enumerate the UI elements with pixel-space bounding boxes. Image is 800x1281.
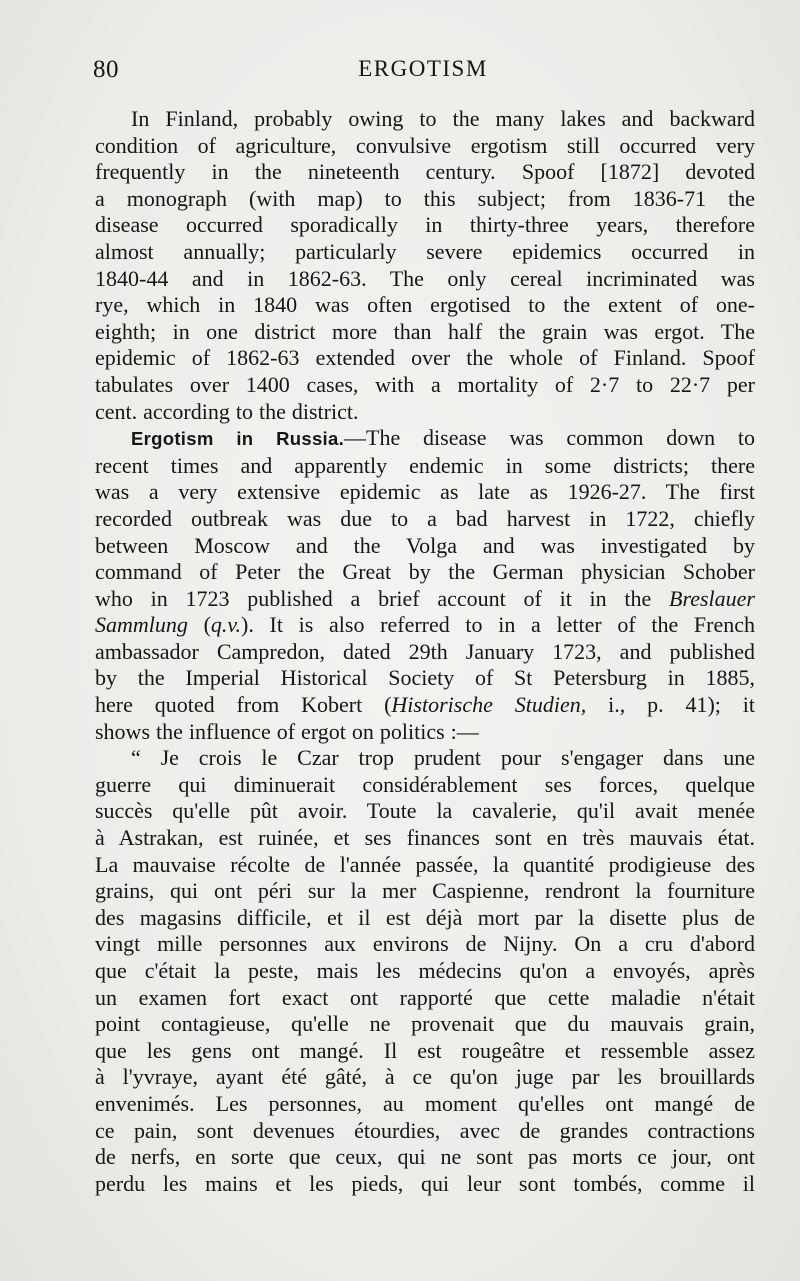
text-line: des magasins difficile, et il est déjà mort par la disette plus de [95,904,755,930]
text-line: envenimés. Les personnes, au moment qu'elles ont mangé de [95,1090,755,1116]
text-run: —The disease was common down to [344,425,756,451]
text-line: tabulates over 1400 cases, with a mortality of 2·7 to 22·7 per [95,371,755,397]
section-subheading: Ergotism in Russia. [131,428,345,450]
text-line: by the Imperial Historical Society of St Petersburg in 1885, [95,665,755,691]
text-line: a monograph (with map) to this subject; from 1836-71 the [95,185,755,211]
paragraph-french-quote [95,745,755,1197]
text-line: que les gens ont mangé. Il est rougeâtre et ressemble assez [95,1037,755,1063]
paragraph-finland [95,106,755,425]
page-number: 80 [93,56,119,83]
text-line: command of Peter the Great by the German physician Schober [95,559,755,585]
text-line: guerre qui diminuerait considérablement ses forces, quelque [95,771,755,797]
text-line: frequently in the nineteenth century. Spoof [1872] devoted [95,159,755,185]
text-line: 1840-44 and in 1862-63. The only cereal incriminated was [95,265,755,291]
text-line: between Moscow and the Volga and was investigated by [95,532,755,558]
text-line: point contagieuse, qu'elle ne provenait que du mauvais grain, [95,1011,755,1037]
text-line: almost annually; particularly severe epidemics occurred in [95,238,755,264]
italic-reference: q.v. [210,612,242,638]
text-run: here quoted from Kobert ( [95,692,392,718]
text-line: was a very extensive epidemic as late as 1926-27. The first [95,479,755,505]
italic-title: Breslauer [669,585,755,611]
text-line: succès qu'elle pût avoir. Toute la cavalerie, qu'il avait menée [95,798,755,824]
text-line: rye, which in 1840 was often ergotised to the extent of one- [95,292,755,318]
text-run: ( [187,612,211,638]
text-line: condition of agriculture, convulsive ergotism still occurred very [95,132,755,158]
text-line: eighth; in one district more than half the grain was ergot. The [95,318,755,344]
text-line: recorded outbreak was due to a bad harvest in 1722, chiefly [95,505,755,531]
text-line [95,612,755,639]
text-run: ). It is also referred to in a letter of the French [241,612,756,638]
text-line: vingt mille personnes aux environs de Nijny. On a cru d'abord [95,931,755,957]
text-line: un examen fort exact ont rapporté que cette maladie n'était [95,984,755,1010]
text-line: ambassador Campredon, dated 29th January 1723, and published [95,638,755,664]
italic-title: Sammlung [95,612,188,638]
text-line: “ Je crois le Czar trop prudent pour s'engager dans une [131,745,755,771]
text-line: epidemic of 1862-63 extended over the whole of Finland. Spoof [95,345,755,371]
text-line: shows the influence of ergot on politics :— [95,718,479,744]
text-run: i., p. 41); it [586,692,756,718]
italic-title: Historische Studien, [391,692,587,718]
text-line: de nerfs, en sorte que ceux, qui ne sont pas morts ce jour, ont [95,1144,755,1170]
text-line [95,692,755,719]
paragraph-russia [95,425,755,745]
page-header [93,56,753,90]
text-line [95,425,755,453]
text-line: ce pain, sont devenues étourdies, avec de grandes contractions [95,1117,755,1143]
text-line: disease occurred sporadically in thirty-three years, therefore [95,212,755,238]
text-line: à l'yvraye, ayant été gâté, à ce qu'on juge par les brouillards [95,1064,755,1090]
text-line: grains, qui ont péri sur la mer Caspienne, rendront la fourniture [95,878,755,904]
text-line: La mauvaise récolte de l'année passée, la quantité prodigieuse des [95,851,755,877]
text-line: perdu les mains et les pieds, qui leur sont tombés, comme il [95,1170,755,1196]
text-line: In Finland, probably owing to the many lakes and backward [131,106,755,131]
text-line: que c'était la peste, mais les médecins qu'on a envoyés, après [95,958,755,983]
body-text [95,106,755,1197]
text-line: recent times and apparently endemic in some districts; there [95,452,755,478]
text-line: à Astrakan, est ruinée, et ses finances sont en très mauvais état. [95,825,755,851]
text-run: who in 1723 published a brief account of it in the [95,585,652,611]
text-line [95,586,755,613]
running-title: ERGOTISM [358,56,488,81]
text-line: cent. according to the district. [95,398,359,424]
